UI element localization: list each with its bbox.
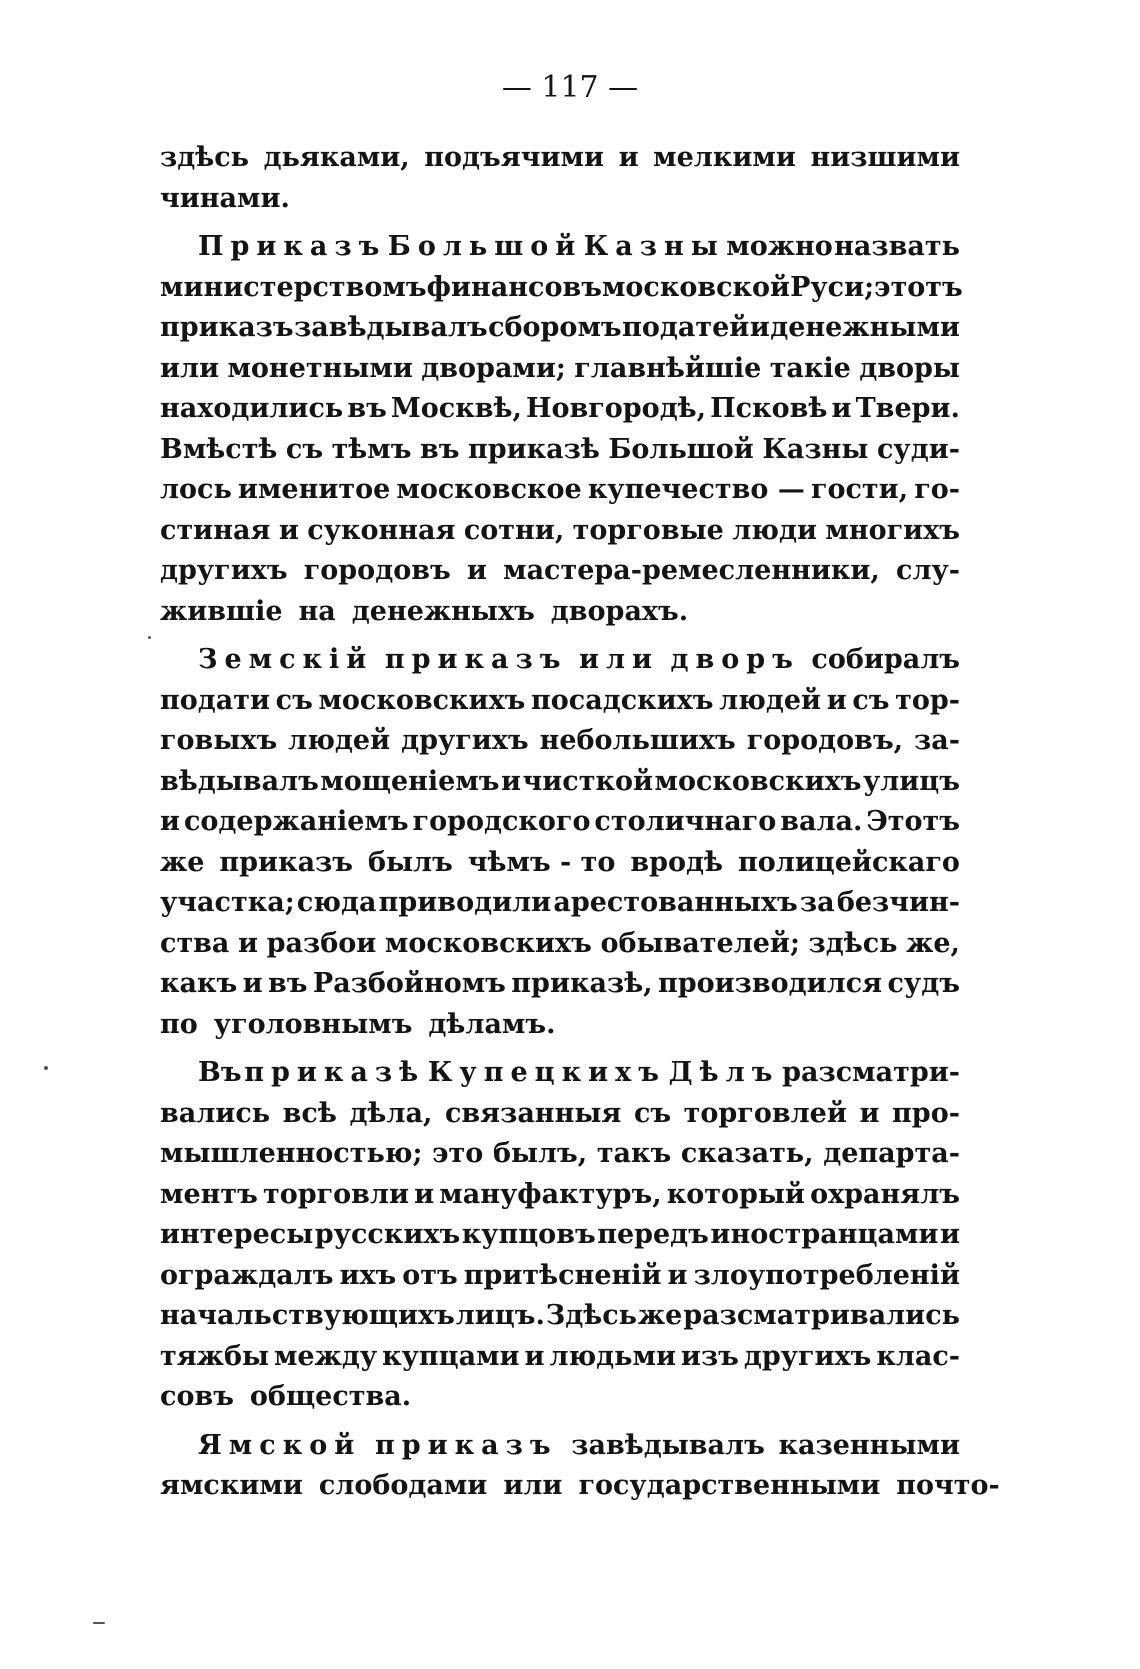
word: это xyxy=(432,1138,484,1169)
word: людей xyxy=(288,725,391,756)
word: сотни, xyxy=(463,514,565,546)
word: тяжбы xyxy=(160,1340,270,1372)
word: общества. xyxy=(249,1381,412,1412)
word: уголовнымъ xyxy=(213,1008,413,1040)
paragraph xyxy=(160,1426,1000,1507)
word: производился xyxy=(657,968,883,999)
word: чѣмъ - то xyxy=(467,846,616,878)
word: который xyxy=(666,1178,805,1210)
word: вала. xyxy=(780,806,863,837)
word: и xyxy=(859,1097,880,1129)
word: торговлей xyxy=(683,1097,847,1129)
word: и xyxy=(278,514,299,546)
word: лось xyxy=(160,474,232,505)
word: находились xyxy=(160,393,344,424)
word: и xyxy=(524,1340,545,1372)
word: и xyxy=(242,968,263,999)
word: мышленностью; xyxy=(160,1138,423,1169)
spaced-heading-word: Дѣлъ xyxy=(668,1057,780,1088)
word: съ xyxy=(852,684,890,716)
word: мастера-ремесленники, xyxy=(503,555,880,586)
text-line xyxy=(160,308,960,349)
word: завѣдывалъ xyxy=(294,312,488,343)
word: денежныхъ xyxy=(351,595,535,627)
word: дѣла, xyxy=(349,1097,433,1129)
word: на xyxy=(298,595,336,627)
word: такіе xyxy=(769,352,851,384)
word: въ xyxy=(268,968,308,999)
word: этотъ xyxy=(874,271,963,303)
paragraph-gap xyxy=(160,1045,960,1053)
word: податей xyxy=(622,312,750,343)
word: и xyxy=(939,1219,960,1250)
word: министерствомъ xyxy=(160,271,427,303)
word: дѣламъ. xyxy=(428,1008,556,1040)
word: столичнаго xyxy=(594,806,777,837)
word: завѣдывалъ xyxy=(571,1429,765,1461)
print-speck xyxy=(93,1622,105,1624)
text-line xyxy=(160,762,960,803)
text-line xyxy=(160,843,960,884)
text-line xyxy=(160,1175,960,1216)
word: за xyxy=(799,887,835,918)
text-line xyxy=(160,964,960,1005)
word: стиная xyxy=(160,514,271,546)
print-speck xyxy=(44,1066,48,1070)
word: въ xyxy=(419,433,460,465)
word: лицъ. xyxy=(455,1300,545,1331)
word: и xyxy=(160,806,181,837)
word: подъячими xyxy=(424,142,604,173)
spaced-heading-word: приказъ xyxy=(384,644,568,675)
text-line xyxy=(160,883,960,924)
word: Москвѣ, xyxy=(390,393,522,424)
word: же xyxy=(160,846,205,878)
word: охранялъ xyxy=(810,1178,960,1210)
word: московскихъ xyxy=(384,927,592,959)
word: разсматри- xyxy=(782,1057,960,1088)
word: безчин- xyxy=(836,887,960,918)
body-text xyxy=(160,138,1000,1507)
word: арестованныхъ xyxy=(553,887,798,918)
word: Здѣсь xyxy=(545,1300,637,1331)
text-line xyxy=(160,1256,960,1297)
word: сборомъ xyxy=(488,312,622,343)
word: былъ xyxy=(367,846,453,878)
word: вродѣ xyxy=(630,846,723,878)
word: и xyxy=(826,684,847,716)
spaced-heading-word: приказѣ xyxy=(244,1057,426,1088)
word: дворами; xyxy=(421,352,566,384)
word: полицейскаго xyxy=(737,846,960,878)
paragraph xyxy=(160,640,960,1045)
word: про- xyxy=(892,1097,960,1129)
word: Псковѣ xyxy=(710,393,828,424)
word: другихъ xyxy=(743,1340,872,1372)
word: приказѣ xyxy=(467,433,600,465)
word: людьми xyxy=(549,1340,676,1372)
text-line xyxy=(160,681,960,722)
text-line xyxy=(160,430,960,471)
word: торговые xyxy=(572,514,724,546)
word: Руси; xyxy=(790,271,875,303)
word: изъ xyxy=(680,1340,739,1372)
spaced-heading-word: Купецкихъ xyxy=(427,1057,666,1088)
word: содержаніемъ xyxy=(183,806,409,837)
text-line xyxy=(160,924,960,965)
paragraph-gap xyxy=(160,632,960,640)
word: городовъ xyxy=(303,555,451,586)
spaced-heading-word: дворъ xyxy=(670,644,800,675)
spaced-heading-word: или xyxy=(578,644,660,675)
word: между xyxy=(273,1340,378,1372)
paragraph-gap xyxy=(160,219,960,227)
text-line xyxy=(160,389,960,430)
word: посадскихъ xyxy=(531,684,714,716)
word: по xyxy=(160,1008,198,1040)
text-line xyxy=(160,721,960,762)
word: и xyxy=(238,927,259,959)
word: Казны xyxy=(762,433,869,465)
text-line xyxy=(160,1053,960,1094)
word: мощеніемъ xyxy=(320,765,500,797)
word: вѣдывалъ xyxy=(160,765,319,797)
word: московскихъ xyxy=(318,684,526,716)
word: тор- xyxy=(895,684,960,716)
word: Этотъ xyxy=(866,806,960,837)
word: купцовъ xyxy=(461,1219,596,1250)
spaced-heading-word: Ямской xyxy=(198,1429,362,1461)
print-speck xyxy=(148,636,151,639)
paragraph xyxy=(160,227,963,632)
word: Твери. xyxy=(855,393,960,424)
word: слу- xyxy=(896,555,960,586)
word: и xyxy=(667,1259,688,1291)
word: или xyxy=(160,352,220,384)
word: ихъ xyxy=(339,1259,397,1291)
word: передъ xyxy=(597,1219,709,1250)
word: начальствующихъ xyxy=(160,1300,455,1331)
text-line xyxy=(160,1094,960,1135)
spaced-heading-word: Казны xyxy=(583,231,725,262)
word: дьяками, xyxy=(263,142,410,173)
word: сказать, xyxy=(680,1138,814,1169)
word: ства xyxy=(160,927,230,959)
text-line xyxy=(160,511,960,552)
word: мануфактуръ, xyxy=(439,1178,662,1210)
word: Разбойномъ xyxy=(312,968,506,999)
text-line xyxy=(160,640,960,681)
word: купечество — xyxy=(587,474,805,505)
word: ментъ xyxy=(160,1178,258,1210)
word: и xyxy=(831,393,852,424)
paragraph xyxy=(160,1053,960,1418)
word: и xyxy=(618,142,639,173)
word: съ xyxy=(285,433,324,465)
word: здѣсь xyxy=(160,142,249,173)
word: злоупотребленій xyxy=(693,1259,960,1291)
word: приводили xyxy=(378,887,552,918)
spaced-heading-word: Приказъ xyxy=(198,231,387,262)
paragraph xyxy=(160,138,960,219)
word: другихъ xyxy=(160,555,288,586)
word: ямскими xyxy=(160,1470,303,1501)
word: суди- xyxy=(876,433,960,465)
word: монетными xyxy=(227,352,413,384)
word: финансовъ xyxy=(426,271,602,303)
word: приказъ xyxy=(160,312,294,343)
word: казенными xyxy=(778,1429,960,1461)
word: связанныя xyxy=(444,1097,622,1129)
word: небольшихъ xyxy=(539,725,736,756)
word: или xyxy=(503,1470,563,1501)
word: чинами. xyxy=(160,182,290,214)
word: совъ xyxy=(160,1381,234,1412)
word: московскихъ xyxy=(654,765,862,797)
word: сюда xyxy=(296,887,377,918)
word: участка; xyxy=(160,887,295,918)
text-line xyxy=(160,268,963,309)
word: Въ xyxy=(198,1057,242,1088)
word: съ xyxy=(275,684,313,716)
text-line xyxy=(160,1215,960,1256)
word: съ xyxy=(633,1097,672,1129)
word: слободами xyxy=(318,1470,488,1501)
word: ограждалъ xyxy=(160,1259,334,1291)
word: какъ xyxy=(160,968,238,999)
word: гости, xyxy=(810,474,909,505)
text-line xyxy=(160,1466,1000,1507)
word: другихъ xyxy=(401,725,529,756)
word: судъ xyxy=(887,968,960,999)
page-number: — 117 — xyxy=(501,70,639,105)
text-line xyxy=(160,1337,960,1378)
spaced-heading-word: Земскій xyxy=(198,644,374,675)
word: московской xyxy=(601,271,791,303)
word: низшими xyxy=(810,142,960,173)
word: и xyxy=(501,765,522,797)
word: дворы xyxy=(859,352,960,384)
word: вались xyxy=(160,1097,271,1129)
word: такъ xyxy=(596,1138,672,1169)
word: чисткой xyxy=(522,765,654,797)
word: назвать xyxy=(834,231,960,262)
text-line xyxy=(160,349,960,390)
word: департа- xyxy=(823,1138,960,1169)
word: приказъ xyxy=(219,846,354,878)
word: иностранцами xyxy=(710,1219,939,1250)
word: и xyxy=(414,1178,435,1210)
word: подати xyxy=(160,684,271,716)
word: торговли xyxy=(262,1178,409,1210)
word: собиралъ xyxy=(811,644,960,675)
word: московское xyxy=(396,474,582,505)
text-line xyxy=(160,1296,960,1337)
word: же, xyxy=(906,927,960,959)
word: городовъ, xyxy=(746,725,904,756)
word: многихъ xyxy=(825,514,960,546)
text-line xyxy=(160,470,960,511)
word: го- xyxy=(914,474,960,505)
word: притѣсненій xyxy=(463,1259,662,1291)
word: обывателей; xyxy=(600,927,800,959)
word: главнѣйшіе xyxy=(574,352,762,384)
word: за- xyxy=(914,725,960,756)
text-line xyxy=(160,1377,960,1418)
word: мелкими xyxy=(653,142,796,173)
word: интересы xyxy=(160,1219,314,1250)
text-line xyxy=(160,551,960,592)
word: жившіе xyxy=(160,595,283,627)
text-line xyxy=(160,802,960,843)
text-line xyxy=(160,1426,960,1467)
word: отъ xyxy=(402,1259,458,1291)
text-line xyxy=(160,1134,960,1175)
word: и xyxy=(466,555,487,586)
word: здѣсь xyxy=(808,927,898,959)
text-line xyxy=(160,1005,960,1046)
word: государственными xyxy=(578,1470,881,1501)
word: купцами xyxy=(382,1340,520,1372)
word: говыхъ xyxy=(160,725,278,756)
word: Вмѣстѣ xyxy=(160,433,278,465)
word: всѣ xyxy=(282,1097,337,1129)
word: суконная xyxy=(307,514,456,546)
word: улицъ xyxy=(862,765,960,797)
word: въ xyxy=(347,393,387,424)
word: дворахъ. xyxy=(550,595,689,627)
text-line xyxy=(160,138,960,179)
paragraph-gap xyxy=(160,1418,960,1426)
word: приказѣ, xyxy=(511,968,653,999)
word: людей xyxy=(719,684,822,716)
word: денежными xyxy=(770,312,960,343)
word: можно xyxy=(726,231,833,262)
word: же xyxy=(637,1300,683,1331)
word: Большой xyxy=(608,433,754,465)
word: городского xyxy=(412,806,591,837)
word: былъ, xyxy=(492,1138,588,1169)
spaced-heading-word: приказъ xyxy=(374,1429,558,1461)
word: и xyxy=(749,312,770,343)
spaced-heading-word: Большой xyxy=(387,231,583,262)
text-line xyxy=(160,179,960,220)
text-line xyxy=(160,592,960,633)
word: разбои xyxy=(266,927,377,959)
word: Новгородѣ, xyxy=(525,393,707,424)
word: люди xyxy=(732,514,817,546)
word: тѣмъ xyxy=(331,433,412,465)
word: разсматривались xyxy=(683,1300,960,1331)
text-line xyxy=(160,227,960,268)
word: именитое xyxy=(237,474,391,505)
word: русскихъ xyxy=(314,1219,461,1250)
word: клас- xyxy=(876,1340,960,1372)
word: почто- xyxy=(896,1470,1000,1501)
